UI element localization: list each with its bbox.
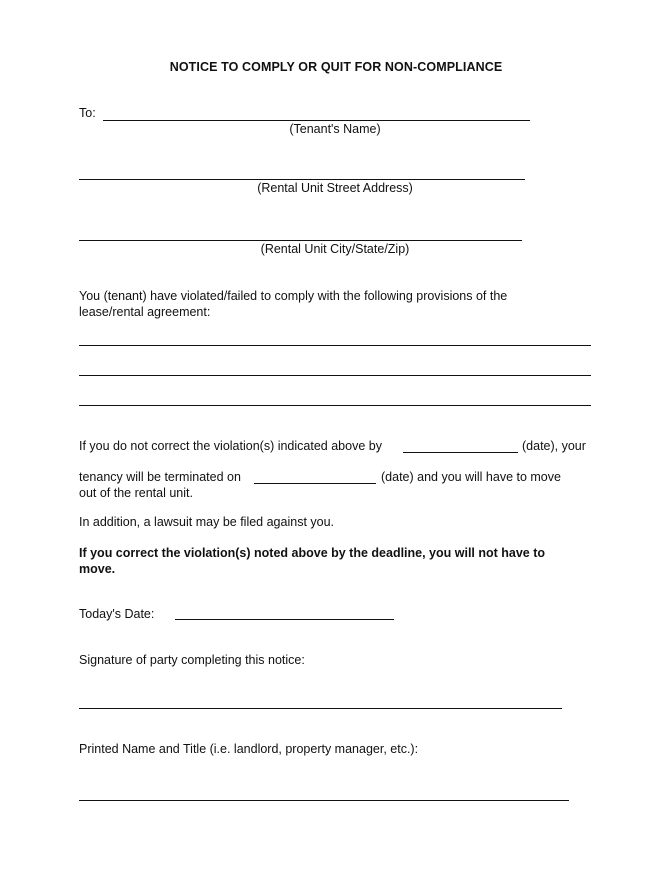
termination-date-blank[interactable] bbox=[254, 483, 376, 484]
move-out-text: out of the rental unit. bbox=[79, 486, 193, 500]
provision-line-2[interactable] bbox=[79, 375, 591, 376]
city-state-zip-line[interactable] bbox=[79, 240, 522, 241]
terminated-text: tenancy will be terminated on bbox=[79, 470, 241, 484]
printed-name-line[interactable] bbox=[79, 800, 569, 801]
terminated-suffix: (date) and you will have to move bbox=[381, 470, 561, 484]
printed-name-label: Printed Name and Title (i.e. landlord, property manager, etc.): bbox=[79, 742, 419, 756]
violation-paragraph: You (tenant) have violated/failed to comply with the following provisions of the lease/rental agreement: bbox=[79, 289, 508, 319]
signature-line[interactable] bbox=[79, 708, 562, 709]
street-address-line[interactable] bbox=[79, 179, 525, 180]
correct-by-date-blank[interactable] bbox=[403, 452, 518, 453]
todays-date-label: Today's Date: bbox=[79, 607, 155, 621]
provision-line-1[interactable] bbox=[79, 345, 591, 346]
street-address-caption: (Rental Unit Street Address) bbox=[257, 181, 413, 195]
to-label: To: bbox=[79, 106, 96, 120]
deadline-notice: If you correct the violation(s) noted above by the deadline, you will not have to move. bbox=[79, 546, 546, 576]
city-state-zip-caption: (Rental Unit City/State/Zip) bbox=[260, 242, 410, 256]
provision-line-3[interactable] bbox=[79, 405, 591, 406]
lawsuit-text: In addition, a lawsuit may be filed against you. bbox=[79, 515, 335, 529]
document-title: NOTICE TO COMPLY OR QUIT FOR NON-COMPLIANCE bbox=[169, 60, 503, 74]
signature-label: Signature of party completing this notice: bbox=[79, 653, 305, 667]
correct-by-text: If you do not correct the violation(s) indicated above by bbox=[79, 439, 382, 453]
tenant-name-line[interactable] bbox=[103, 120, 530, 121]
todays-date-line[interactable] bbox=[175, 619, 394, 620]
tenant-name-caption: (Tenant's Name) bbox=[289, 122, 381, 136]
correct-by-suffix: (date), your bbox=[522, 439, 586, 453]
